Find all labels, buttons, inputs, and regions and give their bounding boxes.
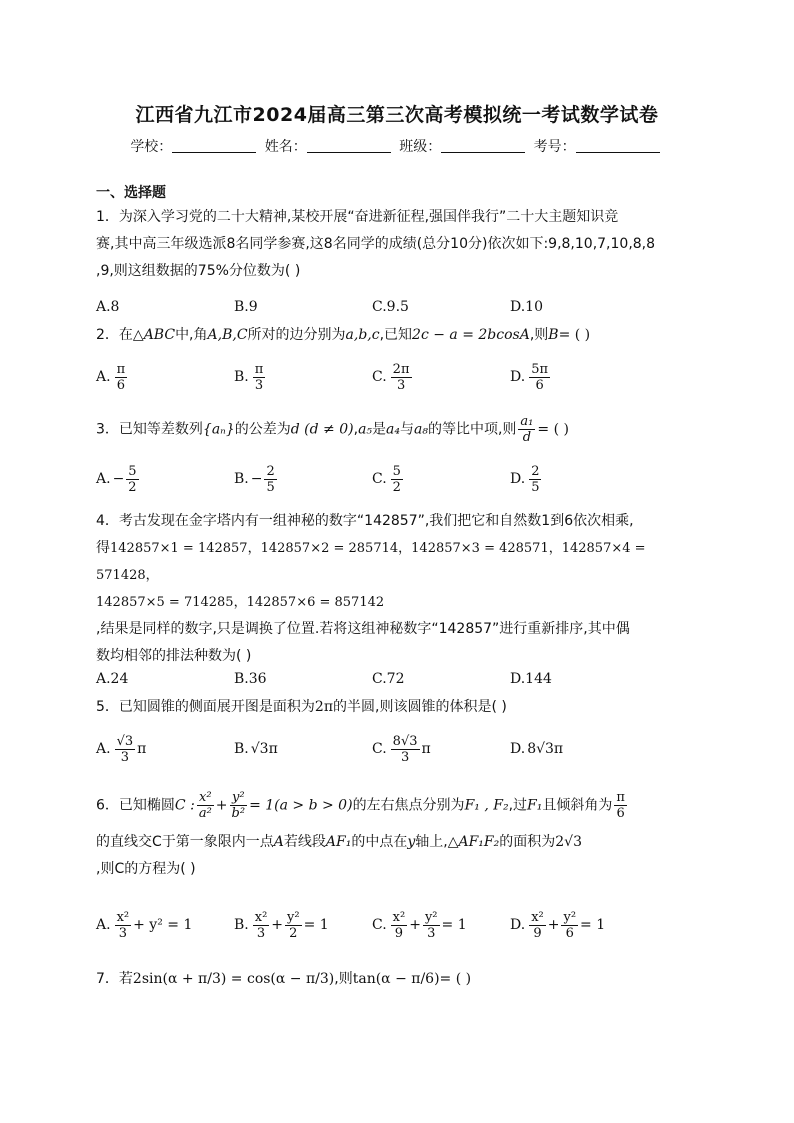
q5-c-pi: π [421,741,431,757]
q5-option-b-label: B. [234,741,249,757]
q5-option-c[interactable] [372,732,431,766]
q5-options [96,732,716,766]
q6-d-frac1 [529,910,546,941]
q3-option-d-label: D. [510,471,526,487]
q3-text-h: = ( ) [537,421,569,438]
q6-x-den: a² [198,806,212,821]
q1-options [96,290,716,324]
q3-option-a-fraction [126,464,138,495]
q6-angle [614,790,627,821]
question-1 [96,204,704,285]
q7-text-c: = ( ) [439,971,472,987]
q6-point-a: A [273,834,284,850]
q3-option-a-label: A. [96,471,111,487]
q6-b-den1: 3 [256,925,266,941]
q3-option-d[interactable] [510,462,543,496]
q6-y-axis: y [407,834,416,850]
q6-option-d-label: D. [510,917,526,933]
q5-option-a-fraction [115,734,136,765]
q6-text-c: ,过 [508,797,528,814]
q2-sides: a,b,c [345,327,380,343]
q6-text-l2d: 轴上, [415,834,448,850]
question-3 [96,414,704,445]
q2-option-d-label: D. [510,369,526,385]
q3-option-c[interactable] [372,462,405,496]
q2-option-d[interactable] [510,360,552,394]
q1-option-d[interactable]: D.10 [510,299,543,315]
q3-text-a: 3．已知等差数列 [96,421,203,438]
q6-d-den1: 9 [533,925,542,941]
q2-option-b-label: B. [234,369,249,385]
q6-text-l2a: 的直线交C于第一象限内一点 [96,834,274,850]
q6-y-num: y² [232,790,245,805]
q3-difference: d (d ≠ 0) [290,421,354,438]
q2-option-a[interactable] [96,360,129,394]
q6-y-den: b² [231,806,246,821]
q6-option-b-label: B. [234,917,249,933]
q6-y-term [230,790,248,821]
section-heading: 一、选择题 [96,185,166,201]
q1-option-b[interactable]: B.9 [234,299,258,315]
q4-option-c[interactable]: C.72 [372,671,405,687]
q6-angle-den: 6 [616,806,625,821]
q4-line1: 4．考古发现在金字塔内有一组神秘的数字“142857”,我们把它和自然数1到6依次相乘, [96,513,634,529]
q5-option-d-label: D. [510,741,526,757]
q1-option-c[interactable]: C.9.5 [372,299,409,315]
q1-option-a[interactable]: A.8 [96,299,120,315]
q6-option-c[interactable]: C. $\frac{\text{x²}}{9}$ + $\frac{\text{y²}}{3}$ = 1 [372,909,467,941]
q6-a-fraction [115,910,132,941]
q6-c-num2: y² [424,909,438,925]
q2-option-d-fraction [529,362,550,393]
q2-option-c-fraction [391,362,412,393]
q5-a-pi: π [137,741,147,757]
q2-text-c: 所对的边分别为 [247,327,346,343]
q3-b-sign: − [250,471,263,487]
q3-option-c-label: C. [372,471,387,487]
q3-d-num: 2 [531,463,540,479]
q6-text-l2c: 的中点在 [351,834,408,850]
q3-option-b-fraction [264,464,276,495]
q6-d-den2: 6 [565,925,574,941]
exam-no-blank[interactable] [576,138,660,153]
q6-option-d[interactable]: D. $\frac{\text{x²}}{9}$ + $\frac{\text{y²}}{6}$ = 1 [510,909,606,941]
q6-text-b: 的左右焦点分别为 [352,797,465,814]
q2-c-num: 2π [392,361,410,377]
q3-frac-den: d [522,430,532,445]
q7-expression2: tan(α − π/6) [352,971,440,987]
q7-text-b: ,则 [334,971,353,987]
q6-options [96,908,716,942]
q2-angles: A,B,C [207,327,248,343]
name-blank[interactable] [307,138,391,153]
q4-line2 [96,535,704,589]
q4-option-a[interactable]: A.24 [96,671,129,687]
q5-d-value: 8√3π [527,741,564,757]
q6-text-l2b: 若线段 [283,834,326,850]
q3-option-b-label: B. [234,471,249,487]
q6-b-frac2 [285,910,302,941]
q3-c-den: 2 [392,479,401,495]
class-label: 班级： [399,139,442,155]
q2-option-c[interactable] [372,360,414,394]
q6-ellipse-name: C : [174,797,195,814]
name-label: 姓名： [264,139,307,155]
q1-line2: 赛,其中高三年级选派8名同学参赛,这8名同学的成绩(总分10分)依次如下:9,8,10,7,10,8,8 [96,236,656,252]
class-blank[interactable] [441,138,525,153]
q6-option-b[interactable]: B. $\frac{\text{x²}}{3}$ + $\frac{\text{y²}}{2}$ = 1 [234,909,329,941]
q2-b-den: 3 [254,377,264,393]
q6-a-tail: + y² = 1 [133,917,193,933]
q5-a-num: √3 [116,733,134,749]
q3-option-b[interactable] [234,462,279,496]
student-info-line [0,136,794,156]
q3-option-c-fraction [391,464,403,495]
q6-b-frac1 [253,910,270,941]
q4-option-b[interactable]: B.36 [234,671,267,687]
q6-b-num2: y² [287,909,300,925]
q6-a-den: 3 [118,925,127,941]
q6-option-a-label: A. [96,917,111,933]
q6-line1 [96,790,704,821]
q6-c-den2: 3 [427,925,436,941]
q6-triangle: △AF₁F₂ [447,834,500,850]
q5-option-b[interactable] [234,732,278,766]
q3-text-e: 是 [372,421,387,438]
q6-d-num1: x² [531,909,544,925]
q2-options [96,360,716,394]
q2-text-e: ,则 [529,327,549,343]
q6-option-a[interactable] [96,908,192,942]
q5-option-c-label: C. [372,741,387,757]
q3-c-num: 5 [392,463,401,479]
q6-d-frac2 [561,910,578,941]
question-5 [96,694,704,721]
school-label: 学校： [130,139,173,155]
q6-d-num2: y² [563,909,577,925]
q5-c-den: 3 [400,749,410,765]
q6-text-d: 且倾斜角为 [542,797,613,814]
q5-a-den: 3 [120,749,129,765]
q2-text-a: 2．在 [96,327,133,343]
q6-c-frac1 [391,910,408,941]
q6-a-num: x² [116,909,130,925]
q2-option-a-label: A. [96,369,111,385]
q2-a-num: π [116,361,126,377]
q4-products-2: 142857×5 = 714285，142857×6 = 857142 [96,595,385,610]
q5-area: 2π [314,699,334,715]
q3-text-g: 的等比中项,则 [427,421,517,438]
q3-a-num: 5 [128,463,137,479]
q6-angle-num: π [616,790,625,805]
q5-option-d[interactable] [510,732,563,766]
q6-b-num1: x² [254,909,268,925]
q6-c-frac2 [423,910,440,941]
question-4 [96,508,704,670]
q3-frac-num: a₁ [520,414,534,429]
q6-area: 2√3 [555,834,582,850]
q6-c-num1: x² [392,909,406,925]
q6-x-num: x² [199,790,212,805]
q2-angle-b: B [548,327,559,343]
q2-a-den: 6 [116,377,125,393]
q6-text-l2e: 的面积为 [499,834,556,850]
exam-no-label: 考号： [533,139,576,155]
q1-line3: ,9,则这组数据的75%分位数为( ) [96,263,301,279]
q6-foci: F₁ , F₂ [464,797,509,814]
q3-text-f: 与 [400,421,414,438]
q3-a5: a₅ [358,421,373,438]
q2-option-b-fraction [253,362,266,393]
q3-a4: a₄ [386,421,400,438]
question-6 [96,790,704,883]
q2-text-b: 中,角 [175,327,208,343]
q1-line1: 1．为深入学习党的二十大精神,某校开展“奋进新征程,强国伴我行”二十大主题知识竞 [96,209,619,225]
q3-option-d-fraction [529,464,541,495]
q3-text-b: 的公差为 [234,421,291,438]
q2-option-a-fraction [115,362,128,393]
q4-option-d[interactable]: D.144 [510,671,552,687]
q2-d-num: 5π [531,361,549,377]
q6-x-term [197,790,214,821]
q5-option-a[interactable] [96,732,146,766]
q3-option-a[interactable] [96,462,141,496]
q3-a-sign: − [112,471,125,487]
q5-text-b: 的半圆,则该圆锥的体积是( ) [333,699,507,715]
q6-line2 [96,829,704,856]
q6-eq-tail: = 1(a > b > 0) [249,797,353,814]
q4-line4: ,结果是同样的数字,只是调换了位置.若将这组神秘数字“142857”进行重新排序,其中偶 [96,621,630,637]
q2-b-num: π [254,361,264,377]
q3-a8: a₈ [414,421,428,438]
q3-a-den: 2 [128,479,137,495]
q6-f1: F₁ [527,797,543,814]
q2-triangle: △ABC [132,327,176,343]
q4-products-1: 142857×1 = 142857，142857×2 = 285714，142857×3 = 428571，142857×4 = 571428， [96,541,646,583]
question-7 [96,966,704,993]
q2-text-d: ,已知 [379,327,413,343]
q4-options [96,662,716,696]
q3-fraction [518,414,535,445]
q7-expression: 2sin(α + π/3) = cos(α − π/3) [132,971,335,987]
q4-line2-prefix: 得 [96,540,110,556]
exam-title: 江西省九江市2024届高三第三次高考模拟统一考试数学试卷 [135,104,659,126]
q5-option-a-label: A. [96,741,111,757]
q2-equation: 2c − a = 2bcosA [412,327,530,343]
q2-option-b[interactable] [234,360,267,394]
q5-c-num: 8√3 [392,733,418,749]
q3-b-den: 5 [266,479,275,495]
school-blank[interactable] [172,138,256,153]
q3-options [96,462,716,496]
q6-line3: ,则C的方程为( ) [96,861,196,877]
q5-option-c-fraction [391,734,420,765]
q2-d-den: 6 [535,377,544,393]
q7-text-a: 7．若 [96,971,133,987]
q6-option-c-label: C. [372,917,387,933]
q2-c-den: 3 [396,377,406,393]
q6-segment: AF₁ [325,834,352,850]
q3-b-num: 2 [266,463,275,479]
q4-line5: 数均相邻的排法种数为( ) [96,648,252,664]
q3-text-c: , [353,421,359,438]
q3-sequence: {aₙ} [202,421,235,438]
q5-b-value: √3π [250,741,278,757]
q6-c-den1: 9 [394,925,404,941]
q6-text-a: 6．已知椭圆 [96,797,175,814]
question-2 [96,322,704,349]
q3-d-den: 5 [531,479,540,495]
q2-option-c-label: C. [372,369,387,385]
q6-b-den2: 2 [289,925,298,941]
q5-text-a: 5．已知圆锥的侧面展开图是面积为 [96,699,315,715]
q6-plus: + [215,797,228,814]
q2-text-f: = ( ) [558,327,591,343]
